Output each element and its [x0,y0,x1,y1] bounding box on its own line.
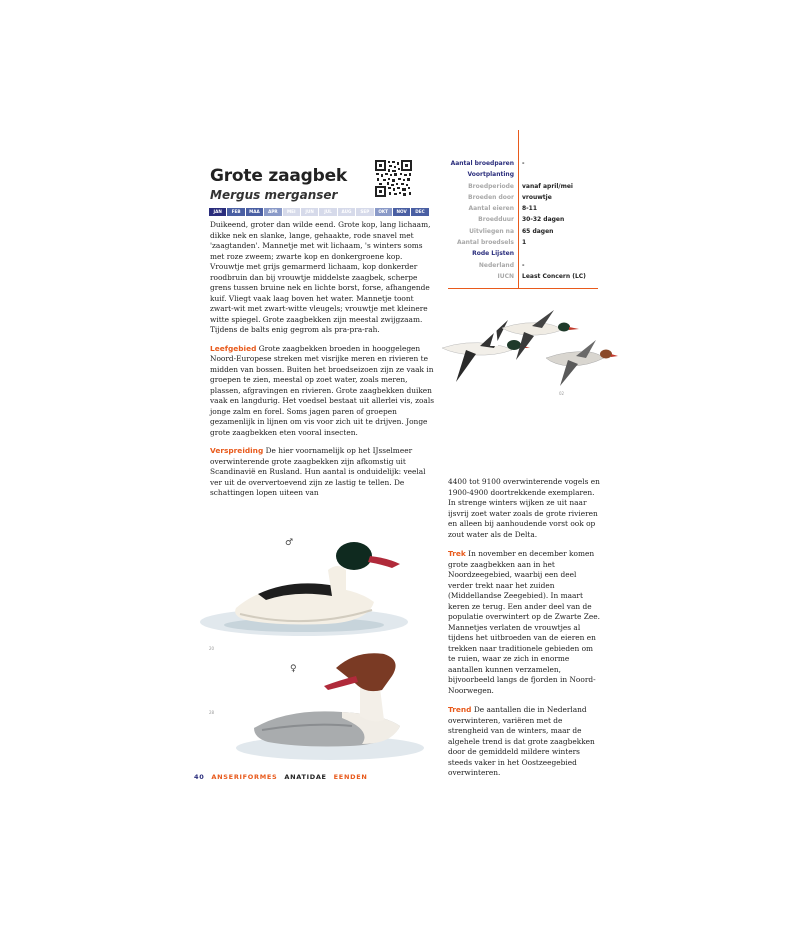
page-footer [194,773,367,781]
fact-label: Broedduur [478,216,514,224]
month-cell: DEC [411,208,428,216]
fact-label: Nederland [478,261,514,269]
fact-label: Broeden door [468,193,514,201]
species-text-column-2 [448,477,600,779]
fact-value: 1 [522,239,527,247]
female-symbol: ♀ [290,664,297,674]
footer-group: EENDEN [333,773,368,781]
male-merganser-image [196,530,412,642]
photo-credit: 02 [559,391,565,396]
month-cell: MAA [246,208,263,216]
flying-mergansers-image [436,310,618,390]
month-cell: JUN [301,208,318,216]
fact-value: - [522,160,525,167]
fact-label: Aantal eieren [468,205,514,213]
month-cell: APR [264,208,281,216]
month-cell: JUL [319,208,336,216]
male-symbol: ♂ [285,538,294,548]
facts-row [448,181,598,192]
trend-paragraph [448,705,600,779]
fact-value: vrouwtje [522,193,552,201]
scientific-name: Mergus merganser [210,188,338,202]
description-paragraph: Duikeend, groter dan wilde eend. Grote kop, lang lichaam, dikke nek en slanke, lange, gehaakte, rode snavel met 'zaagtanden'. Mannetje met wit lichaam, 's winters soms met roze zweem; zwarte kop en donkergroene kop. Vrouwtje met grijs gemarmerd lichaam, kop donkerder roodbruin dan bij vrouwtje middelste zaagbek, scherpe grens tussen bruine nek en lichte borst, forse, afhangende kuif. Vliegt vaak laag boven het water. Mannetje toont zwart-wit met zwart-witte vleugels; vrouwtje met kleinere witte spiegel. Grote zaagbekken zijn meestal zwijgzaam. Tijdens de balts enig gegrom als pra-pra-rah. [210,220,431,334]
facts-row [448,237,598,248]
trend-heading: Trend [448,705,472,714]
migration-heading: Trek [448,549,466,558]
migration-paragraph [448,549,600,696]
facts-row [448,169,598,180]
fact-label: Aantal broedsels [456,239,514,247]
month-cell: MEI [283,208,300,216]
facts-row [448,248,598,259]
month-cell: OKT [375,208,392,216]
distribution-text: De hier voornamelijk op het IJsselmeer overwinterende grote zaagbekken zijn afkomstig uit Scandinavië en Rusland. Hun aantal is onduidelijk: veelal ver uit de oververtoevend zijn ze lastig te tellen. De schattingen lopen uiteen van [210,446,426,497]
footer-family: ANATIDAE [284,773,327,781]
fact-label: Uitvliegen na [469,227,514,235]
distribution-continued: 4400 tot 9100 overwinterende vogels en 1900-4900 doortrekkende exemplaren. In strenge winters wijken ze uit naar ijsvrij zoet water zoals de grote rivieren en alleen bij aanhoudende vorst ook op zout water als de Delta. [448,477,600,539]
fact-value: 30-32 dagen [522,216,565,224]
facts-row [448,271,598,282]
fact-label: Rode Lijsten [472,250,514,258]
facts-row [448,214,598,225]
fact-value: - [522,261,525,269]
facts-row [448,260,598,271]
photo-credit: 20 [209,646,215,651]
month-cell: JAN [209,208,226,216]
month-cell: SEP [356,208,373,216]
facts-row [448,226,598,237]
facts-row [448,203,598,214]
month-cell: NOV [393,208,410,216]
fact-label: IUCN [497,272,514,280]
female-merganser-image [232,646,428,764]
habitat-text: Grote zaagbekken broeden in hooggelegen Noord-Europese streken met visrijke meren en rivieren te midden van bossen. Buiten het broedseizoen zijn ze vaak in groepen te zien, meestal op zoet water, zoals meren, plassen, afgravingen en rivieren. Grote zaagbekken duiken vaak en langdurig. Het voedsel bestaat uit allerlei vis, zoals jonge zalm en forel. Soms jagen paren of groepen gezamenlijk in lijnen om vis voor zich uit te drijven. Jonge grote zaagbekken eten vooral insecten. [210,343,434,437]
species-text-column-1 [210,220,436,499]
facts-row [448,158,598,169]
facts-divider-horizontal [448,288,598,289]
qr-code-icon[interactable] [375,160,412,197]
fact-label: Aantal broedparen [450,160,514,167]
migration-text: In november en december komen grote zaagbekken aan in het Noordzeegebied, waarbij een deel verder trekt naar het zuiden (Middellandse Zeegebied). In maart keren ze terug. Een ander deel van de populatie overwintert op de Zwarte Zee. Mannetjes verlaten de vrouwtjes al tijdens het uitbroeden van de eieren en trekken naar traditionele gebieden om te ruien, waar ze zich in enorme aantallen kunnen verzamelen, bijvoorbeeld langs de fjorden in Noord-Noorwegen. [448,549,600,695]
fact-label: Voortplanting [467,171,514,179]
fact-value: 65 dagen [522,227,554,235]
distribution-heading: Verspreiding [210,446,264,455]
photo-credit: 28 [209,710,215,715]
trend-text: De aantallen die in Nederland overwinteren, variëren met de strengheid van de winters, maar de algehele trend is dat grote zaagbekken door de gemiddeld mildere winters steeds vaker in het Oostzeegebied overwinteren. [448,705,595,777]
habitat-heading: Leefgebied [210,343,257,353]
fact-value: Least Concern (LC) [522,272,586,280]
distribution-paragraph [210,446,436,499]
page-number: 40 [194,773,205,781]
facts-table [448,158,598,282]
footer-order: ANSERIFORMES [211,773,278,781]
month-cell: AUG [338,208,355,216]
facts-row [448,192,598,203]
habitat-paragraph [210,344,436,439]
month-cell: FEB [227,208,244,216]
fact-value: vanaf april/mei [522,182,573,190]
fact-value: 8-11 [522,205,538,213]
month-occurrence-bar [209,208,429,216]
fact-label: Broedperiode [468,182,514,190]
page-title: Grote zaagbek [210,166,348,186]
